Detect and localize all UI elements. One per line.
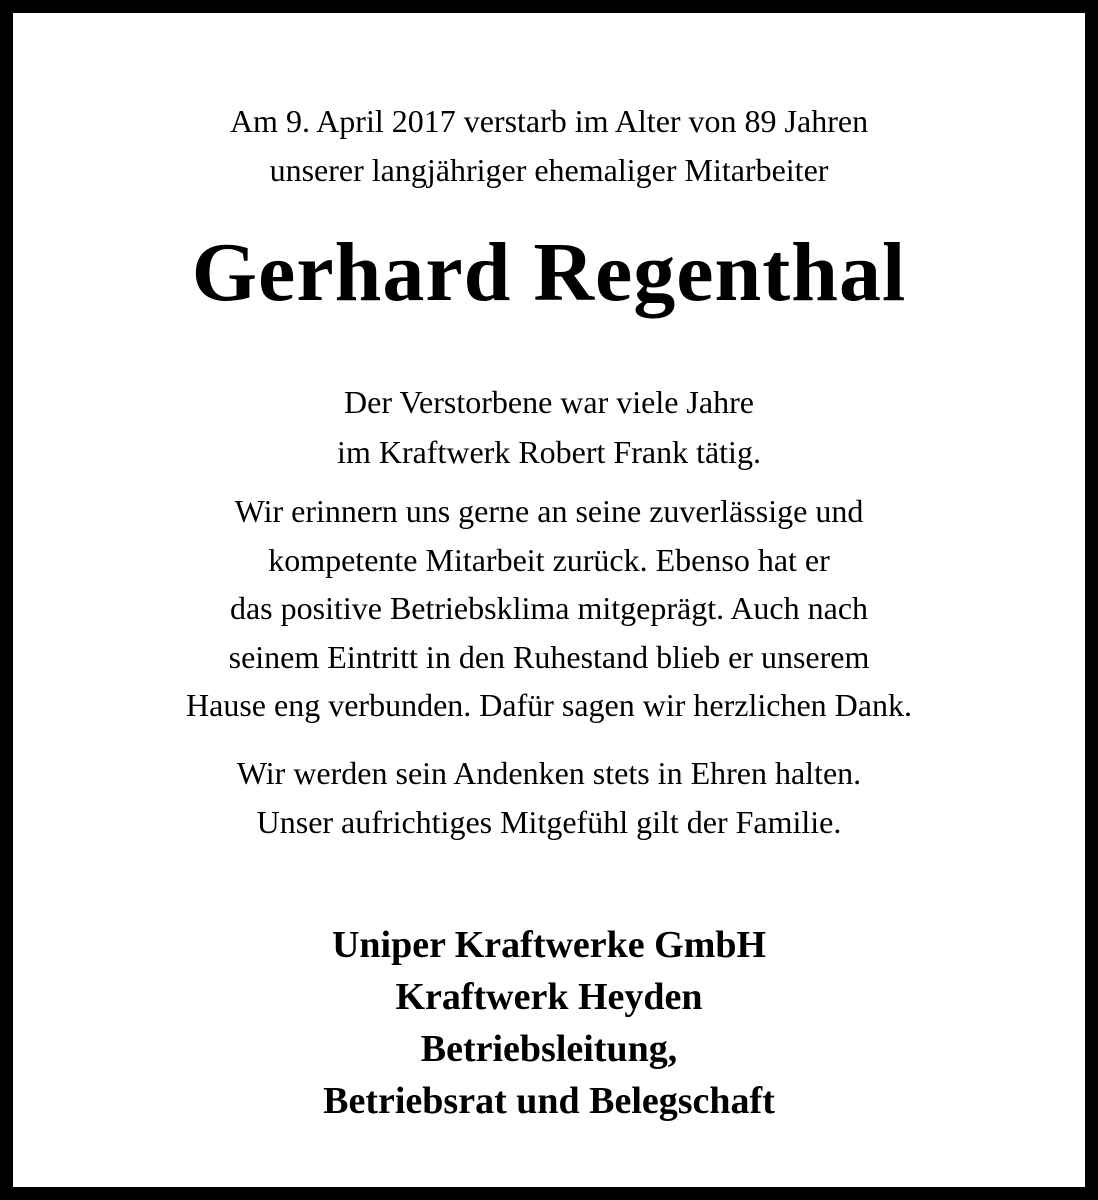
paragraph-condolence <box>13 749 1085 846</box>
paragraph-line: seinem Eintritt in den Ruhestand blieb er unserem <box>228 638 870 675</box>
intro-line: Am 9. April 2017 verstarb im Alter von 89 Jahren <box>229 103 869 139</box>
paragraph-line: im Kraftwerk Robert Frank tätig. <box>337 434 761 470</box>
paragraph-employment <box>13 377 1085 477</box>
deceased-name: Gerhard Regenthal <box>191 226 907 319</box>
signature-block <box>13 919 1085 1127</box>
paragraph-line: Wir werden sein Andenken stets in Ehren halten. <box>236 755 862 791</box>
paragraph-line: Unser aufrichtiges Mitgefühl gilt der Familie. <box>256 803 842 840</box>
signature-line: Betriebsrat und Belegschaft <box>323 1080 775 1122</box>
signature-line: Kraftwerk Heyden <box>395 976 703 1018</box>
signature-line: Betriebsleitung, <box>420 1028 678 1070</box>
intro-text <box>13 97 1085 195</box>
paragraph-line: Der Verstorbene war viele Jahre <box>344 384 754 420</box>
intro-line: unserer langjähriger ehemaliger Mitarbeiter <box>269 152 829 188</box>
signature-line: Uniper Kraftwerke GmbH <box>331 924 767 966</box>
paragraph-line: kompetente Mitarbeit zurück. Ebenso hat er <box>268 541 830 578</box>
paragraph-line: Wir erinnern uns gerne an seine zuverlässige und <box>234 493 864 529</box>
paragraph-line: das positive Betriebsklima mitgeprägt. Auch nach <box>229 590 869 626</box>
paragraph-remembrance <box>13 487 1085 730</box>
paragraph-line: Hause eng verbunden. Dafür sagen wir herzlichen Dank. <box>186 687 912 723</box>
